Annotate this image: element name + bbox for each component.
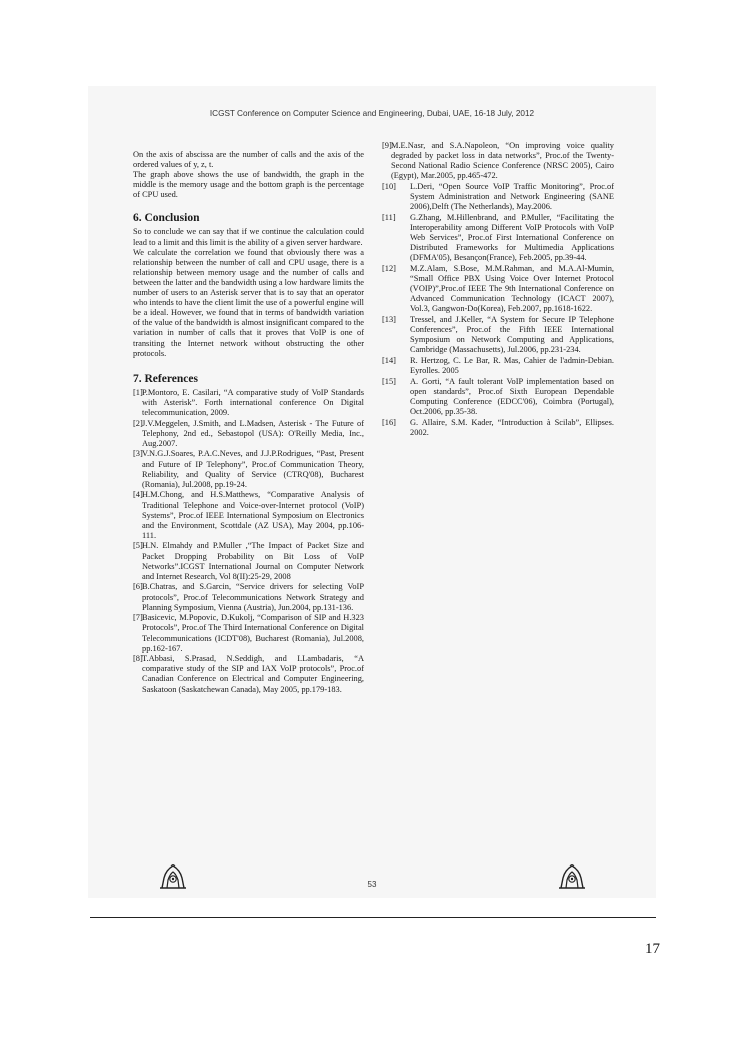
reference-item (133, 449, 364, 489)
right-column (382, 141, 614, 438)
reference-text: A. Gorti, “A fault tolerant VoIP implementation based on open standards”, Proc.of Sixth European Dependable Computing Conference (EDCC'06), Coimbra (Portugal), Oct.2006, pp.35-38. (410, 376, 614, 416)
reference-item (382, 315, 614, 355)
conclusion-paragraph-1: So to conclude we can say that if we continue the calculation could lead to a limit and this limit is the ability of a given server hardware. (133, 227, 364, 247)
reference-number: [7] (133, 613, 143, 623)
reference-text: P.Montoro, E. Casilari, “A comparative study of VoIP Standards with Asterisk”. Forth international conference On Digital telecommunication, 2009. (142, 387, 364, 417)
reference-item (133, 419, 364, 449)
left-column (133, 150, 364, 695)
footer-divider (90, 917, 656, 918)
reference-number: [5] (133, 541, 143, 551)
reference-text: M.Z.Alam, S.Bose, M.M.Rahman, and M.A.Al-Mumin, “Small Office PBX Using Voice Over Internet Protocol (VOIP)”,Proc.of IEEE The 9th International Conference on Advanced Communication Technology (ICACT 2007), Vol.3, Gangwon-Do(Korea), Feb.2007, pp.1618-1622. (410, 263, 614, 314)
reference-number: [8] (133, 654, 143, 664)
reference-text: R. Hertzog, C. Le Bar, R. Mas, Cahier de l'admin-Debian. Eyrolles. 2005 (410, 355, 614, 376)
reference-text: T.Abbasi, S.Prasad, N.Seddigh, and I.Lambadaris, “A comparative study of the SIP and IAX VoIP protocols”, Proc.of Canadian Conference on Electrical and Computer Engineering, Saskatoon (Saskatchewan Canada), May 2005, pp.179-183. (142, 654, 364, 694)
conference-header: ICGST Conference on Computer Science and Engineering, Dubai, UAE, 16-18 July, 2012 (209, 109, 535, 118)
reference-text: Tressel, and J.Keller, “A System for Secure IP Telephone Conferences”, Proc.of the Fifth IEEE International Symposium on Network Computing and Applications, Cambridge (Massachusetts), Jul.2006, pp.231-234. (410, 314, 614, 355)
reference-number: [2] (133, 418, 143, 428)
reference-item (382, 377, 614, 417)
reference-text: G.Zhang, M.Hillenbrand, and P.Muller, “Facilitating the Interoperability among Different VoIP Protocols with VoIP Web Services”, Proc.of First International Conference on Distributed Frameworks for Multimedia Applications (DFMA'05), Besançon(France), Feb.2005, pp.39-44. (410, 212, 614, 263)
intro-paragraph-graph: The graph above shows the use of bandwidth, the graph in the middle is the memory usage and the bottom graph is the percentage of CPU used. (133, 170, 364, 200)
reference-text: Basicevic, M.Popovic, D.Kukolj, “Comparison of SIP and H.323 Protocols”, Proc.of The Third International Conference on Digital Telecommunications (ICDT'08), Bucharest (Romania), Jul.2008, pp.162-167. (142, 613, 364, 653)
reference-text: B.Chatras, and S.Garcin, “Service drivers for selecting VoIP protocols”, Proc.of Telecommunications Network Strategy and Planning Symposium, Vienna (Austria), Jun.2004, pp.131-136. (142, 582, 364, 612)
reference-item (382, 182, 614, 212)
reference-item (133, 388, 364, 418)
reference-number: [9] (382, 141, 392, 150)
reference-number: [4] (133, 490, 143, 500)
outer-page-number: 17 (645, 941, 660, 957)
reference-number: [10] (382, 181, 396, 191)
reference-item (382, 213, 614, 263)
reference-number: [16] (382, 417, 396, 427)
reference-number: [3] (133, 449, 143, 459)
reference-number: [6] (133, 582, 143, 592)
reference-item (382, 141, 614, 181)
reference-list-left (133, 388, 364, 695)
reference-item (382, 356, 614, 376)
references-heading: 7. References (133, 372, 198, 385)
reference-item (133, 613, 364, 653)
reference-item (382, 418, 614, 438)
reference-item (133, 582, 364, 612)
intro-paragraph-axis: On the axis of abscissa are the number of calls and the axis of the ordered values of y, z, t. (133, 150, 364, 170)
reference-text: M.E.Nasr, and S.A.Napoleon, “On improving voice quality degraded by packet loss in data networks”, Proc.of the Twenty-Second National Radio Science Conference (NRSC 2005), Cairo (Egypt), Mar.2005, pp.465-472. (391, 141, 614, 181)
reference-item (133, 541, 364, 581)
reference-item (382, 264, 614, 314)
conclusion-heading: 6. Conclusion (133, 212, 200, 225)
reference-number: [14] (382, 355, 396, 365)
reference-text: H.N. Elmahdy and P.Muller ,“The Impact of Packet Size and Packet Dropping Probability on Bit Loss of VoIP Networks”.ICGST International Journal on Computer Network and Internet Research, Vol 8(II):25-29, 2008 (142, 541, 364, 581)
conference-logo-right-icon (557, 862, 587, 890)
reference-item (133, 654, 364, 694)
reference-text: J.V.Meggelen, J.Smith, and L.Madsen, Asterisk - The Future of Telephony, 2nd ed., Sebastopol (USA): O'Reilly Media, Inc., Aug.2007. (142, 418, 364, 448)
reference-number: [15] (382, 376, 396, 386)
reference-text: L.Deri, “Open Source VoIP Traffic Monitoring”, Proc.of System Administration and Network Engineering (SANE 2006),Delft (The Netherlands), May.2006. (410, 181, 614, 212)
reference-list-right (382, 141, 614, 438)
conclusion-paragraph-2: We calculate the correlation we found that obviously there was a relationship between the number of call and CPU usage, there is a relationship between memory usage and the number of calls and between the latter and the bandwidth using a low hardware limits the number of users to an Asterisk server that is to say that an operator who intends to have the client limit the use of a powerful engine will be a ideal. However, we found that in terms of bandwidth variation of the value of the bandwidth is almost insignificant compared to the variation in number of calls that it proves that VoIP is one of transiting the Internet network without obstructing the other protocols. (133, 247, 364, 358)
reference-text: G. Allaire, S.M. Kader, “Introduction à Scilab”, Ellipses. 2002. (410, 417, 614, 437)
reference-number: [11] (382, 212, 396, 222)
reference-number: [13] (382, 314, 396, 324)
reference-text: H.M.Chong, and H.S.Matthews, “Comparative Analysis of Traditional Telephone and Voice-over-Internet protocol (VoIP) Systems”, Proc.of IEEE International Symposium on Electronics and the Environment, Scottdale (AZ USA), May 2004, pp.106-111. (142, 490, 364, 540)
reference-number: [12] (382, 263, 396, 273)
reference-number: [1] (133, 387, 143, 397)
conference-logo-left-icon (158, 862, 188, 890)
reference-text: V.N.G.J.Soares, P.A.C.Neves, and J.J.P.Rodrigues, “Past, Present and Future of IP Telephony”, Proc.of Communication Theory, Reliability, and Quality of Service (CTRQ'08), Bucharest (Romania), Jul.2008, pp.19-24. (142, 449, 364, 489)
reference-item (133, 490, 364, 540)
inner-page-number: 53 (367, 880, 377, 889)
